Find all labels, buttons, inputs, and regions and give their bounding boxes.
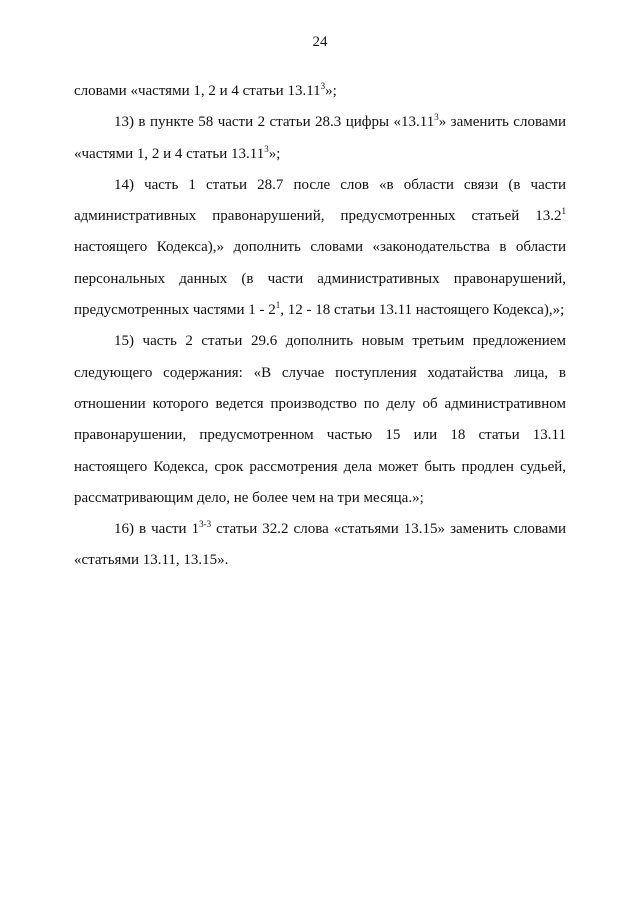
superscript: 3 bbox=[434, 112, 439, 123]
text-fragment: »; bbox=[325, 83, 337, 99]
paragraph-item-14 bbox=[74, 170, 566, 326]
paragraph-continuation bbox=[74, 76, 566, 107]
document-body bbox=[74, 76, 566, 577]
text-fragment: словами «частями 1, 2 и 4 статьи 13.11 bbox=[74, 83, 321, 99]
text-fragment: , 12 - 18 статьи 13.11 настоящего Кодекса),»; bbox=[280, 302, 565, 319]
text-fragment: статьи 32.2 слова «статьями 13.15» заменить словами «статьями 13.11, 13.15». bbox=[74, 521, 566, 569]
superscript: 3 bbox=[264, 143, 269, 154]
paragraph-item-16 bbox=[74, 514, 566, 577]
superscript: 3 bbox=[320, 81, 326, 91]
text-fragment: »; bbox=[268, 145, 281, 162]
superscript: 1 bbox=[561, 206, 566, 217]
text-fragment: 13) в пункте 58 части 2 статьи 28.3 цифры «13.11 bbox=[114, 114, 435, 131]
text-fragment: 16) в части 1 bbox=[114, 521, 200, 538]
paragraph-item-13 bbox=[74, 107, 566, 170]
text-fragment: 14) часть 1 статьи 28.7 после слов «в области связи (в части административных правонарушений, предусмотренных статьей 13.2 bbox=[74, 176, 566, 225]
superscript: 1 bbox=[275, 300, 281, 311]
page-number: 24 bbox=[312, 34, 328, 50]
superscript: 3-3 bbox=[199, 519, 212, 530]
paragraph-item-15: 15) часть 2 статьи 29.6 дополнить новым третьим предложением следующего содержания: «В случае поступления ходатайства лица, в отношении которого ведется производство по делу об административном правонарушении, предусмотренном частью 15 или 18 статьи 13.11 настоящего Кодекса, срок рассмотрения дела может быть продлен судьей, рассматривающим дело, не более чем на три месяца.»; bbox=[74, 333, 566, 506]
text-fragment: » заменить словами «частями 1, 2 и 4 статьи 13.11 bbox=[74, 114, 567, 162]
text-fragment: настоящего Кодекса),» дополнить словами «законодательства в области персональных данных (в части административных правонарушений, предусмотренных частями 1 - 2 bbox=[74, 239, 566, 319]
